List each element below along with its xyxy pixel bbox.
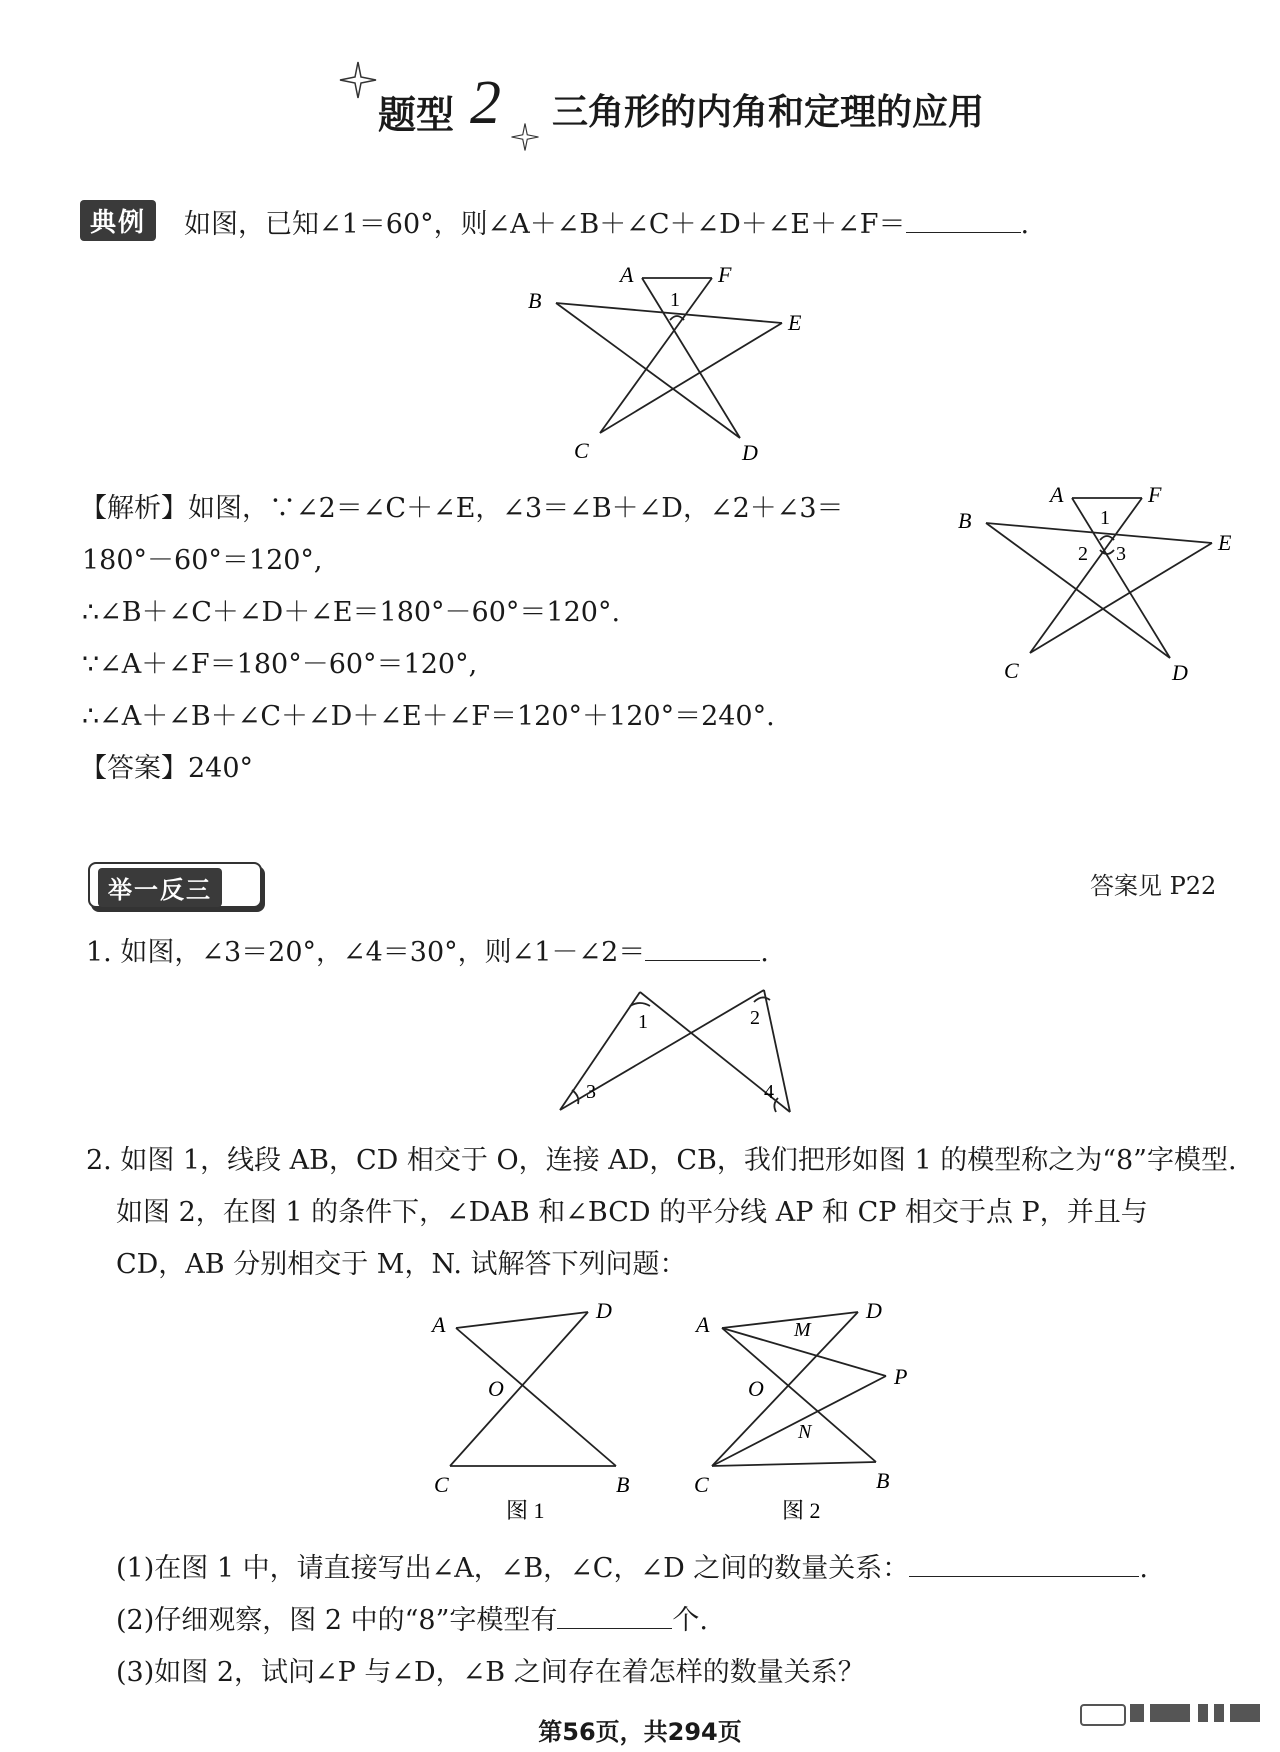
label-d: D [1172, 660, 1188, 685]
label-b: B [528, 288, 542, 313]
sub-question-1-text: (1)在图 1 中，请直接写出∠A，∠B，∠C，∠D 之间的数量关系： [116, 1553, 910, 1584]
answer-line: 【答案】240° [80, 753, 254, 784]
analysis-line: ∴∠A＋∠B＋∠C＋∠D＋∠E＋∠F＝120°＋120°＝240°. [82, 701, 775, 732]
sub-question-2-end: 个. [672, 1605, 708, 1636]
question-1 [86, 930, 769, 969]
label-4: 4 [764, 1081, 774, 1103]
angle-arc [754, 997, 770, 1002]
analysis-figure [950, 478, 1250, 688]
label-o: O [748, 1376, 764, 1401]
label-e: E [1218, 530, 1232, 555]
header-label: 题型 [378, 93, 455, 137]
header-number: 2 [470, 69, 501, 137]
segment-ab [456, 1328, 616, 1466]
header-title: 三角形的内角和定理的应用 [552, 92, 985, 133]
label-d: D [596, 1298, 612, 1323]
example-question [184, 202, 1029, 241]
label-c: C [694, 1472, 709, 1497]
label-1: 1 [670, 289, 680, 311]
practice-badge-box [88, 862, 262, 908]
label-3: 3 [1116, 543, 1126, 565]
label-2: 2 [750, 1007, 760, 1029]
segment-ad [456, 1312, 588, 1328]
analysis-line: ∴∠B＋∠C＋∠D＋∠E＝180°－60°＝120°. [82, 597, 621, 628]
section-header [0, 60, 1280, 150]
sub-question-1-end: . [1139, 1553, 1148, 1584]
sparkle-icon [338, 60, 378, 100]
label-a: A [620, 262, 634, 287]
segment-cb [712, 1462, 876, 1466]
label-c: C [1004, 658, 1019, 683]
segment-dc [450, 1312, 588, 1466]
question-1-end: . [760, 937, 769, 968]
label-a: A [1050, 482, 1064, 507]
segment-bd [556, 303, 740, 438]
sub-question-1 [116, 1546, 1148, 1585]
answer-reference: 答案见 P22 [1090, 872, 1217, 900]
example-figure [520, 258, 820, 468]
label-d: D [742, 440, 758, 465]
example-question-end: . [1020, 209, 1030, 240]
label-a: A [432, 1312, 446, 1337]
figure-2 [690, 1296, 940, 1526]
answer-blank[interactable] [906, 208, 1021, 233]
figure-1 [420, 1296, 660, 1526]
label-e: E [788, 310, 802, 335]
label-a: A [696, 1312, 710, 1337]
segment-be [986, 523, 1212, 543]
answer-blank[interactable] [645, 936, 760, 961]
example-question-text: 如图，已知∠1＝60°，则∠A＋∠B＋∠C＋∠D＋∠E＋∠F＝ [184, 209, 906, 240]
question-1-figure [550, 980, 810, 1120]
sub-question-2 [116, 1598, 708, 1637]
label-n: N [798, 1421, 812, 1443]
label-p: P [894, 1364, 908, 1389]
watermark-bars [1080, 1700, 1270, 1726]
segment-ce [600, 323, 782, 433]
label-b: B [876, 1468, 890, 1493]
answer-blank[interactable] [557, 1604, 672, 1629]
segment-ad [722, 1312, 858, 1328]
label-m: M [794, 1319, 811, 1341]
analysis-line: 180°－60°＝120°, [82, 545, 323, 576]
sub-question-3: (3)如图 2，试问∠P 与∠D，∠B 之间存在着怎样的数量关系？ [116, 1657, 865, 1688]
analysis-line: ∵∠A＋∠F＝180°－60°＝120°, [82, 649, 478, 680]
label-c: C [434, 1472, 449, 1497]
label-1: 1 [1100, 507, 1110, 529]
question-2-line: 2. 如图 1，线段 AB，CD 相交于 O，连接 AD，CB，我们把形如图 1 的模型称之为“8”字模型. [86, 1145, 1237, 1176]
label-f: F [1148, 482, 1162, 507]
label-o: O [488, 1376, 504, 1401]
answer-blank[interactable] [909, 1552, 1139, 1577]
segment-be [556, 303, 782, 323]
page-info: 第56页，共294页 [538, 1718, 742, 1746]
question-2-line: 如图 2，在图 1 的条件下，∠DAB 和∠BCD 的平分线 AP 和 CP 相交于点 P，并且与 [116, 1197, 1148, 1228]
analysis-line: 【解析】如图，∵∠2＝∠C＋∠E，∠3＝∠B＋∠D，∠2＋∠3＝ [80, 493, 844, 524]
label-c: C [574, 438, 589, 463]
question-2-line: CD，AB 分别相交于 M，N. 试解答下列问题： [116, 1249, 687, 1280]
figure-1-caption: 图 1 [506, 1498, 545, 1523]
label-3: 3 [586, 1081, 596, 1103]
figure-2-caption: 图 2 [782, 1498, 821, 1523]
label-2: 2 [1078, 543, 1088, 565]
label-d: D [866, 1298, 882, 1323]
segment [560, 992, 640, 1110]
example-badge: 典例 [80, 200, 156, 241]
label-1: 1 [638, 1011, 648, 1033]
sub-question-2-text: (2)仔细观察，图 2 中的“8”字模型有 [116, 1605, 558, 1636]
label-b: B [958, 508, 972, 533]
question-1-text: 1. 如图，∠3＝20°，∠4＝30°，则∠1－∠2＝ [86, 937, 646, 968]
label-b: B [616, 1472, 630, 1497]
segment-dc [712, 1312, 858, 1466]
practice-badge: 举一反三 [98, 868, 222, 907]
sparkle-icon [510, 122, 540, 152]
label-f: F [718, 262, 732, 287]
